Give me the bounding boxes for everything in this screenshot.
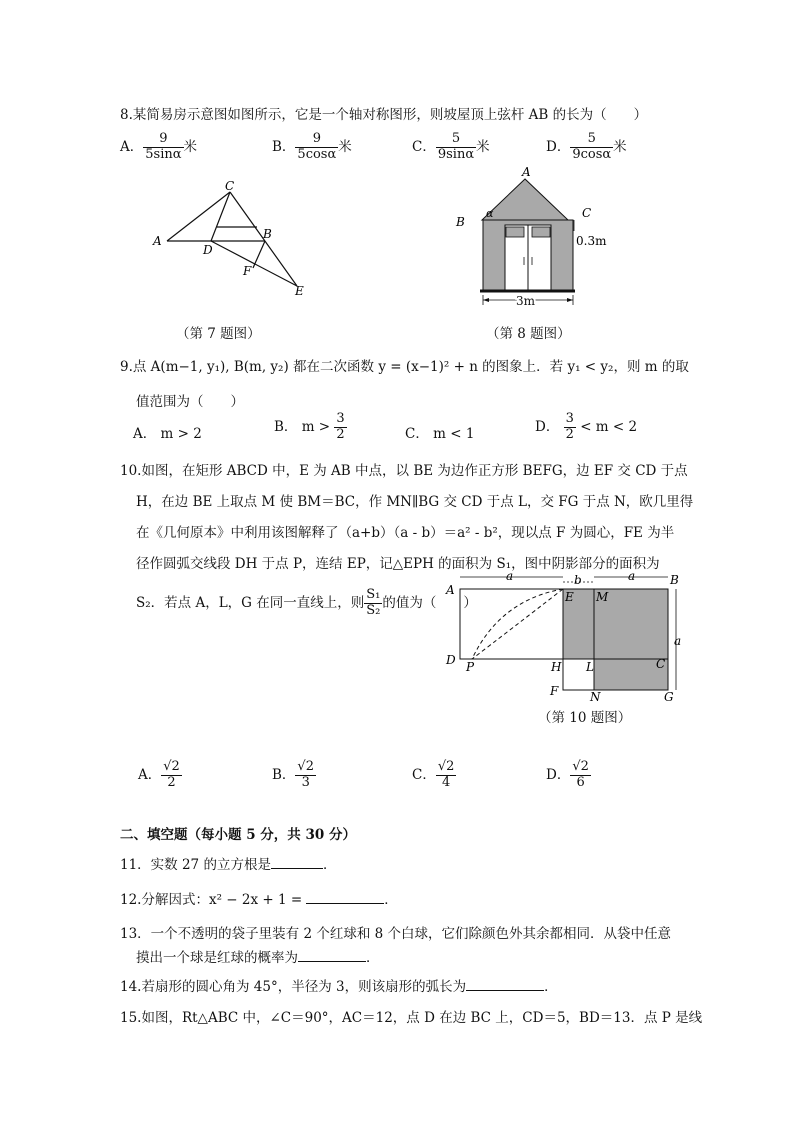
fig10-label-c: C xyxy=(656,657,666,671)
q15: 15.如图，Rt△ABC 中，∠C＝90°，AC＝12，点 D 在边 BC 上，CD＝5，BD＝13．点 P 是线 xyxy=(120,1010,703,1026)
q13-answer-blank[interactable] xyxy=(298,949,366,962)
figure-10 xyxy=(440,570,690,705)
q9-line2: 值范围为（ ） xyxy=(136,394,244,410)
fig10-label-a-right: a xyxy=(674,634,682,648)
fig8-label-alpha: α xyxy=(486,207,494,220)
q8-option-c: C． $\frac{5}{9\sin\alpha}$ 米 xyxy=(412,131,490,162)
q10-line5: S₂．若点 A，L，G 在同一直线上，则 $\frac{\text{S₁}}{\text{S₂}}$ 的值为（ ） xyxy=(136,587,477,618)
fig7-label-b: B xyxy=(263,227,272,241)
q14-answer-blank[interactable] xyxy=(466,978,544,991)
fig8-caption: （第 8 题图） xyxy=(486,326,571,342)
q9-option-d: D． $\frac{3}{2}$ < m < 2 xyxy=(535,411,638,442)
fig10-label-m: M xyxy=(596,590,609,604)
q8-option-b-fraction: $\frac{9}{5\cos\alpha}$ xyxy=(297,131,337,162)
q9-option-d-fraction: $\frac{3}{2}$ xyxy=(565,411,574,442)
q12: 12.分解因式：x² − 2x + 1 = ． xyxy=(120,892,398,908)
fig8-label-c: C xyxy=(582,206,592,220)
q10-line3: 在《几何原本》中利用该图解释了（a+b）（a - b）＝a² - b²，现以点 F 为圆心，FE 为半 xyxy=(136,525,675,541)
q9-option-a: A． m > 2 xyxy=(133,426,202,442)
fig7-label-c: C xyxy=(225,179,235,193)
q10-line4: 径作圆弧交线段 DH 于点 P，连结 EP，记△EPH 的面积为 S₁，图中阴影部分的面积为 xyxy=(136,556,660,572)
q13-line1: 13．一个不透明的袋子里装有 2 个红球和 8 个白球，它们除颜色外其余都相同．从袋中任意 xyxy=(120,926,672,942)
fig10-caption: （第 10 题图） xyxy=(538,710,632,726)
fig10-label-a-top2: a xyxy=(628,570,636,583)
fig8-label-height: 0.3m xyxy=(576,234,607,248)
section-2-title: 二、填空题（每小题 5 分，共 30 分） xyxy=(120,827,356,843)
fig10-label-d: D xyxy=(446,653,456,667)
q12-answer-blank[interactable] xyxy=(306,891,384,904)
fig8-label-a: A xyxy=(522,165,531,179)
fig7-label-f: F xyxy=(243,264,252,278)
q10-option-a-fraction: $\frac{√2}{2}$ xyxy=(163,759,180,790)
fig10-label-a: A xyxy=(446,583,455,597)
q10-option-b: B． $\frac{√2}{3}$ xyxy=(272,759,314,790)
fig10-label-a-top1: a xyxy=(506,570,514,583)
fig10-label-b: B xyxy=(670,573,679,587)
fig7-label-a: A xyxy=(153,234,162,248)
q14: 14.若扇形的圆心角为 45°，半径为 3，则该扇形的弧长为 ． xyxy=(120,979,558,995)
q8-option-a-fraction: $\frac{9}{5\sin\alpha}$ xyxy=(145,131,182,162)
fig10-label-l: L xyxy=(586,660,594,674)
fig8-label-b: B xyxy=(456,215,465,229)
figure-7 xyxy=(145,175,320,300)
q9-option-b: B． m > $\frac{3}{2}$ xyxy=(274,411,345,442)
q8-option-d-fraction: $\frac{5}{9\cos\alpha}$ xyxy=(572,131,612,162)
q10-ratio-fraction: $\frac{\text{S₁}}{\text{S₂}}$ xyxy=(366,587,381,618)
q8-option-a: A． $\frac{9}{5\sin\alpha}$ 米 xyxy=(120,131,198,162)
fig10-label-f: F xyxy=(550,684,559,698)
q10-option-d-fraction: $\frac{√2}{6}$ xyxy=(572,759,589,790)
q11: 11．实数 27 的立方根是 ． xyxy=(120,857,337,873)
q8-option-d: D． $\frac{5}{9\cos\alpha}$ 米 xyxy=(546,131,627,162)
q13-line2: 摸出一个球是红球的概率为 ． xyxy=(136,950,380,966)
fig8-label-width: 3m xyxy=(516,294,536,308)
q9-option-c: C． m < 1 xyxy=(405,426,475,442)
q10-option-a: A． $\frac{√2}{2}$ xyxy=(138,759,180,790)
fig10-label-b-top: b xyxy=(574,573,582,587)
q10-option-c: C． $\frac{√2}{4}$ xyxy=(412,759,455,790)
fig10-label-g: G xyxy=(664,690,674,704)
fig10-label-p: P xyxy=(466,660,475,674)
q10-option-d: D． $\frac{√2}{6}$ xyxy=(546,759,589,790)
fig10-label-e: E xyxy=(565,590,574,604)
fig7-caption: （第 7 题图） xyxy=(176,326,261,342)
q10-option-b-fraction: $\frac{√2}{3}$ xyxy=(297,759,314,790)
q10-line1: 10.如图，在矩形 ABCD 中，E 为 AB 中点，以 BE 为边作正方形 BEFG，边 EF 交 CD 于点 xyxy=(120,463,688,479)
q9-line1: 9.点 A(m−1, y₁), B(m, y₂) 都在二次函数 y = (x−1)² + n 的图象上．若 y₁ < y₂，则 m 的取 xyxy=(120,359,689,375)
q10-option-c-fraction: $\frac{√2}{4}$ xyxy=(437,759,455,790)
fig10-label-h: H xyxy=(551,660,562,674)
fig7-label-d: D xyxy=(203,243,213,257)
fig10-label-n: N xyxy=(590,690,601,704)
q11-answer-blank[interactable] xyxy=(271,856,323,869)
fig7-label-e: E xyxy=(295,284,304,298)
figure-8 xyxy=(450,165,620,315)
q8-option-a-letter: A． xyxy=(120,138,144,155)
q8-option-c-fraction: $\frac{5}{9\sin\alpha}$ xyxy=(437,131,475,162)
q8-stem: 8.某简易房示意图如图所示，它是一个轴对称图形，则坡屋顶上弦杆 AB 的长为（ ） xyxy=(120,107,648,123)
q10-line2: H，在边 BE 上取点 M 使 BM＝BC，作 MN∥BG 交 CD 于点 L，交 FG 于点 N，欧几里得 xyxy=(136,494,694,510)
q9-option-b-fraction: $\frac{3}{2}$ xyxy=(336,411,345,442)
q8-option-b: B． $\frac{9}{5\cos\alpha}$ 米 xyxy=(272,131,352,162)
